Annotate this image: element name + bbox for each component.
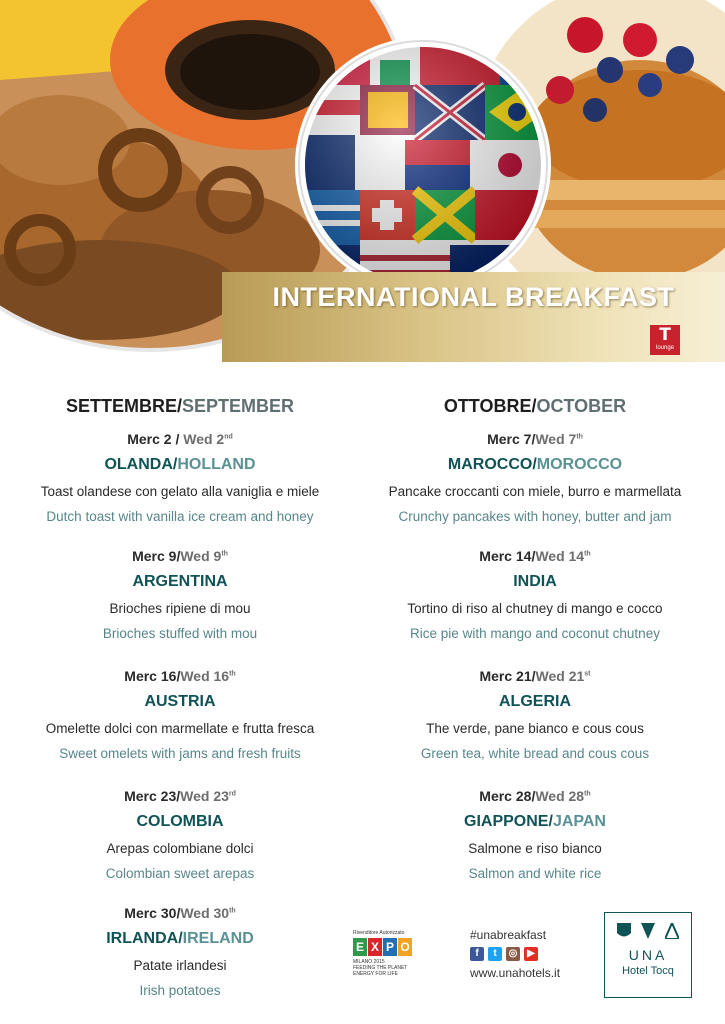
una-u-icon	[617, 923, 631, 939]
expo-city: MILANO 2015	[353, 959, 385, 965]
month-heading: OTTOBRE/OCTOBER	[443, 396, 627, 416]
una-a-icon	[665, 923, 679, 939]
expo-logo	[353, 930, 423, 986]
lounge-logo-text: lounge	[655, 345, 675, 351]
hero-image	[0, 0, 725, 372]
entry-dish-it: Pancake croccanti con miele, burro e marmellata	[388, 484, 682, 499]
entry-date: Merc 14/Wed 14th	[479, 548, 591, 564]
entry-dish-it: Toast olandese con gelato alla vaniglia e miele	[40, 484, 320, 499]
entry-dish-en: Dutch toast with vanilla ice cream and honey	[46, 509, 314, 524]
entry-dish-en: Green tea, white bread and cous cous	[420, 746, 650, 761]
facebook-icon[interactable]: f	[470, 947, 484, 961]
lounge-logo-letter: T	[659, 325, 671, 345]
una-marks	[605, 923, 691, 939]
social-icons	[470, 947, 560, 961]
entry-dish-en: Sweet omelets with jams and fresh fruits	[59, 746, 301, 761]
month-en: SEPTEMBER	[182, 396, 295, 416]
menu-entry	[355, 547, 715, 643]
month-en: OCTOBER	[536, 396, 627, 416]
entry-date: Merc 16/Wed 16th	[124, 668, 236, 684]
expo-tagline: FEEDING THE PLANET ENERGY FOR LIFE	[353, 965, 408, 977]
entry-dish-it: Salmone e riso bianco	[468, 841, 602, 856]
entry-country: MAROCCO/MOROCCO	[447, 456, 623, 473]
entry-country: ARGENTINA	[132, 573, 228, 590]
entry-dish-en: Irish potatoes	[139, 983, 221, 998]
month-heading: SETTEMBRE/SEPTEMBER	[65, 396, 295, 416]
menu-entry	[355, 667, 715, 763]
month-it: OTTOBRE	[443, 396, 532, 416]
menu-entry	[0, 430, 360, 526]
entry-dish-en: Crunchy pancakes with honey, butter and jam	[398, 509, 672, 524]
entry-dish-en: Salmon and white rice	[468, 866, 602, 881]
lounge-logo	[650, 325, 680, 355]
entry-date: Merc 7/Wed 7th	[487, 431, 583, 447]
entry-dish-it: Brioches ripiene di mou	[109, 601, 251, 616]
una-hotel-logo	[604, 912, 692, 998]
twitter-icon[interactable]: t	[488, 947, 502, 961]
entry-dish-en: Rice pie with mango and coconut chutney	[410, 626, 660, 641]
expo-word: E X P O	[353, 938, 423, 956]
entry-country: COLOMBIA	[136, 813, 224, 830]
entry-date: Merc 9/Wed 9th	[132, 548, 228, 564]
entry-country: OLANDA/HOLLAND	[104, 456, 256, 473]
expo-top-text: Rivenditore Autorizzato	[353, 930, 405, 936]
entry-date: Merc 2 / Wed 2nd	[127, 431, 233, 447]
entry-country: ALGERIA	[499, 693, 571, 710]
entry-country: INDIA	[513, 573, 557, 590]
menu-entry	[0, 667, 360, 763]
instagram-icon[interactable]: ◎	[506, 947, 520, 961]
entry-date: Merc 30/Wed 30th	[124, 905, 236, 921]
october-column	[355, 393, 715, 881]
menu-entry	[0, 904, 360, 1000]
menu-entry	[355, 787, 715, 883]
entry-dish-en: Colombian sweet arepas	[105, 866, 255, 881]
una-word: UNA	[628, 947, 668, 963]
menu-entry	[0, 787, 360, 883]
entry-dish-it: The verde, pane bianco e cous cous	[426, 721, 644, 736]
social-block	[470, 927, 560, 981]
entry-country: AUSTRIA	[144, 693, 216, 710]
entry-dish-it: Omelette dolci con marmellate e frutta fresca	[45, 721, 315, 736]
entry-country: IRLANDA/IRELAND	[106, 930, 254, 947]
una-hotel-name: Hotel Tocq	[622, 965, 674, 977]
menu-entry	[0, 547, 360, 643]
entry-dish-it: Arepas colombiane dolci	[106, 841, 254, 856]
menu-entry	[355, 430, 715, 526]
entry-country: GIAPPONE/JAPAN	[464, 813, 606, 830]
una-n-icon	[641, 923, 655, 939]
page-title: INTERNATIONAL BREAKFAST	[272, 282, 675, 312]
entry-dish-it: Tortino di riso al chutney di mango e cocco	[407, 601, 663, 616]
entry-dish-en: Brioches stuffed with mou	[102, 626, 258, 641]
hashtag[interactable]: #unabreakfast	[470, 928, 547, 942]
september-column	[0, 393, 360, 998]
entry-date: Merc 23/Wed 23rd	[124, 788, 236, 804]
youtube-icon[interactable]: ▶	[524, 947, 538, 961]
title-banner	[222, 272, 725, 362]
entry-date: Merc 21/Wed 21st	[479, 668, 591, 684]
entry-dish-it: Patate irlandesi	[133, 958, 227, 973]
month-it: SETTEMBRE	[65, 396, 177, 416]
entry-date: Merc 28/Wed 28th	[479, 788, 591, 804]
website-link[interactable]: www.unahotels.it	[470, 966, 561, 980]
